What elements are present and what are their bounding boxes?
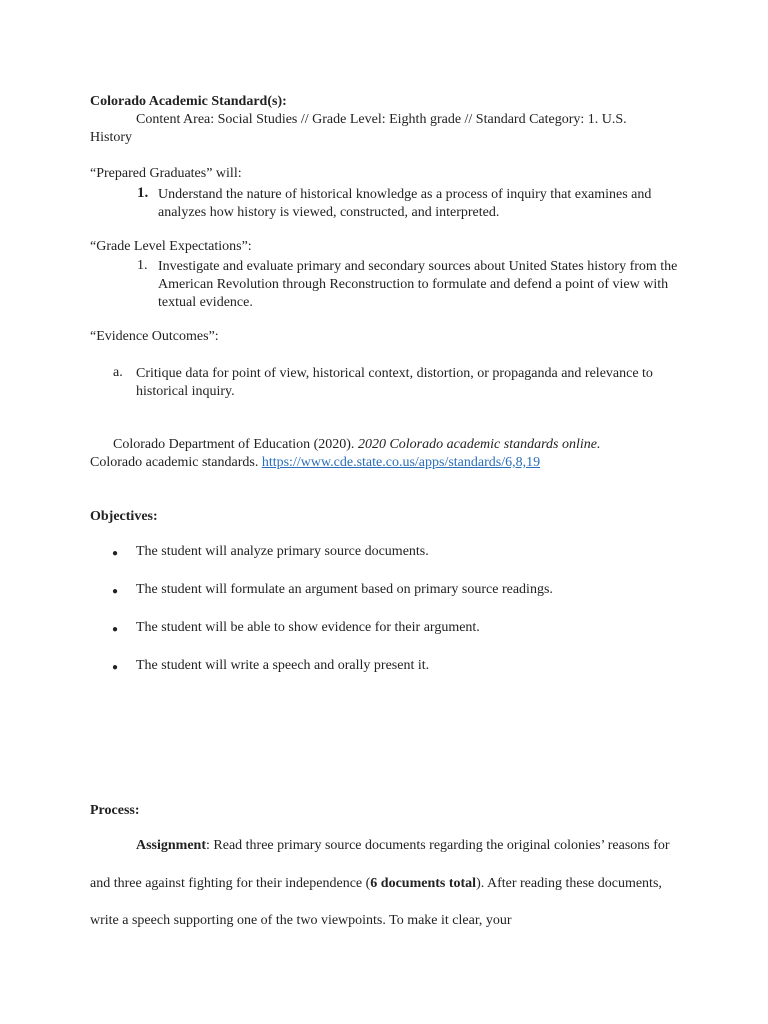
objective-item: The student will analyze primary source documents. xyxy=(136,544,429,559)
citation-author-year: Colorado Department of Education (2020). xyxy=(113,437,355,452)
bullet-icon: ● xyxy=(112,548,119,559)
citation-line xyxy=(113,437,600,453)
citation-publisher: Colorado academic standards. xyxy=(90,455,259,470)
bullet-icon: ● xyxy=(112,586,119,597)
prepared-graduates-label: “Prepared Graduates” will: xyxy=(90,166,242,181)
objective-item: The student will formulate an argument based on primary source readings. xyxy=(136,582,553,597)
citation-url-link[interactable]: https://www.cde.state.co.us/apps/standards/6,8,19 xyxy=(261,455,541,470)
citation-line-continued xyxy=(90,455,540,471)
grade-level-expectations-label: “Grade Level Expectations”: xyxy=(90,239,252,254)
grade-level-expectations-number: 1. xyxy=(137,258,148,273)
evidence-outcomes-letter: a. xyxy=(113,365,123,380)
prepared-graduates-text: Understand the nature of historical knowledge as a process of inquiry that examines and analyzes how history is viewed, constructed, and interpreted. xyxy=(158,187,652,220)
objective-item: The student will be able to show evidence for their argument. xyxy=(136,620,480,635)
objective-item: The student will write a speech and orally present it. xyxy=(136,658,430,673)
standards-heading: Colorado Academic Standard(s): xyxy=(90,94,287,109)
evidence-outcomes-label: “Evidence Outcomes”: xyxy=(90,329,219,344)
content-area-line: Content Area: Social Studies // Grade Level: Eighth grade // Standard Category: 1. U.S. xyxy=(136,112,627,127)
assignment-bold-count: 6 documents total xyxy=(370,875,477,891)
assignment-text-part2: ). After reading these documents, write a speech supporting one of the two viewpoints. To make it clear, your xyxy=(90,875,662,928)
evidence-outcomes-text: Critique data for point of view, historical context, distortion, or propaganda and relevance to historical inquiry. xyxy=(136,366,653,399)
assignment-text-part1: : Read three primary source documents regarding the original colonies’ reasons for and three against fighting for their independence ( xyxy=(90,838,670,891)
bullet-icon: ● xyxy=(112,662,119,673)
bullet-icon: ● xyxy=(112,624,119,635)
process-heading: Process: xyxy=(90,803,140,818)
assignment-paragraph xyxy=(90,827,690,940)
citation-title: 2020 Colorado academic standards online. xyxy=(357,437,601,452)
content-area-line-continued: History xyxy=(90,130,132,145)
grade-level-expectations-text: Investigate and evaluate primary and secondary sources about United States history from the American Revolution through Reconstruction to formulate and defend a point of view with textual evidence. xyxy=(158,259,678,310)
objectives-heading: Objectives: xyxy=(90,509,158,524)
prepared-graduates-number: 1. xyxy=(137,185,149,201)
assignment-label: Assignment xyxy=(136,838,207,853)
